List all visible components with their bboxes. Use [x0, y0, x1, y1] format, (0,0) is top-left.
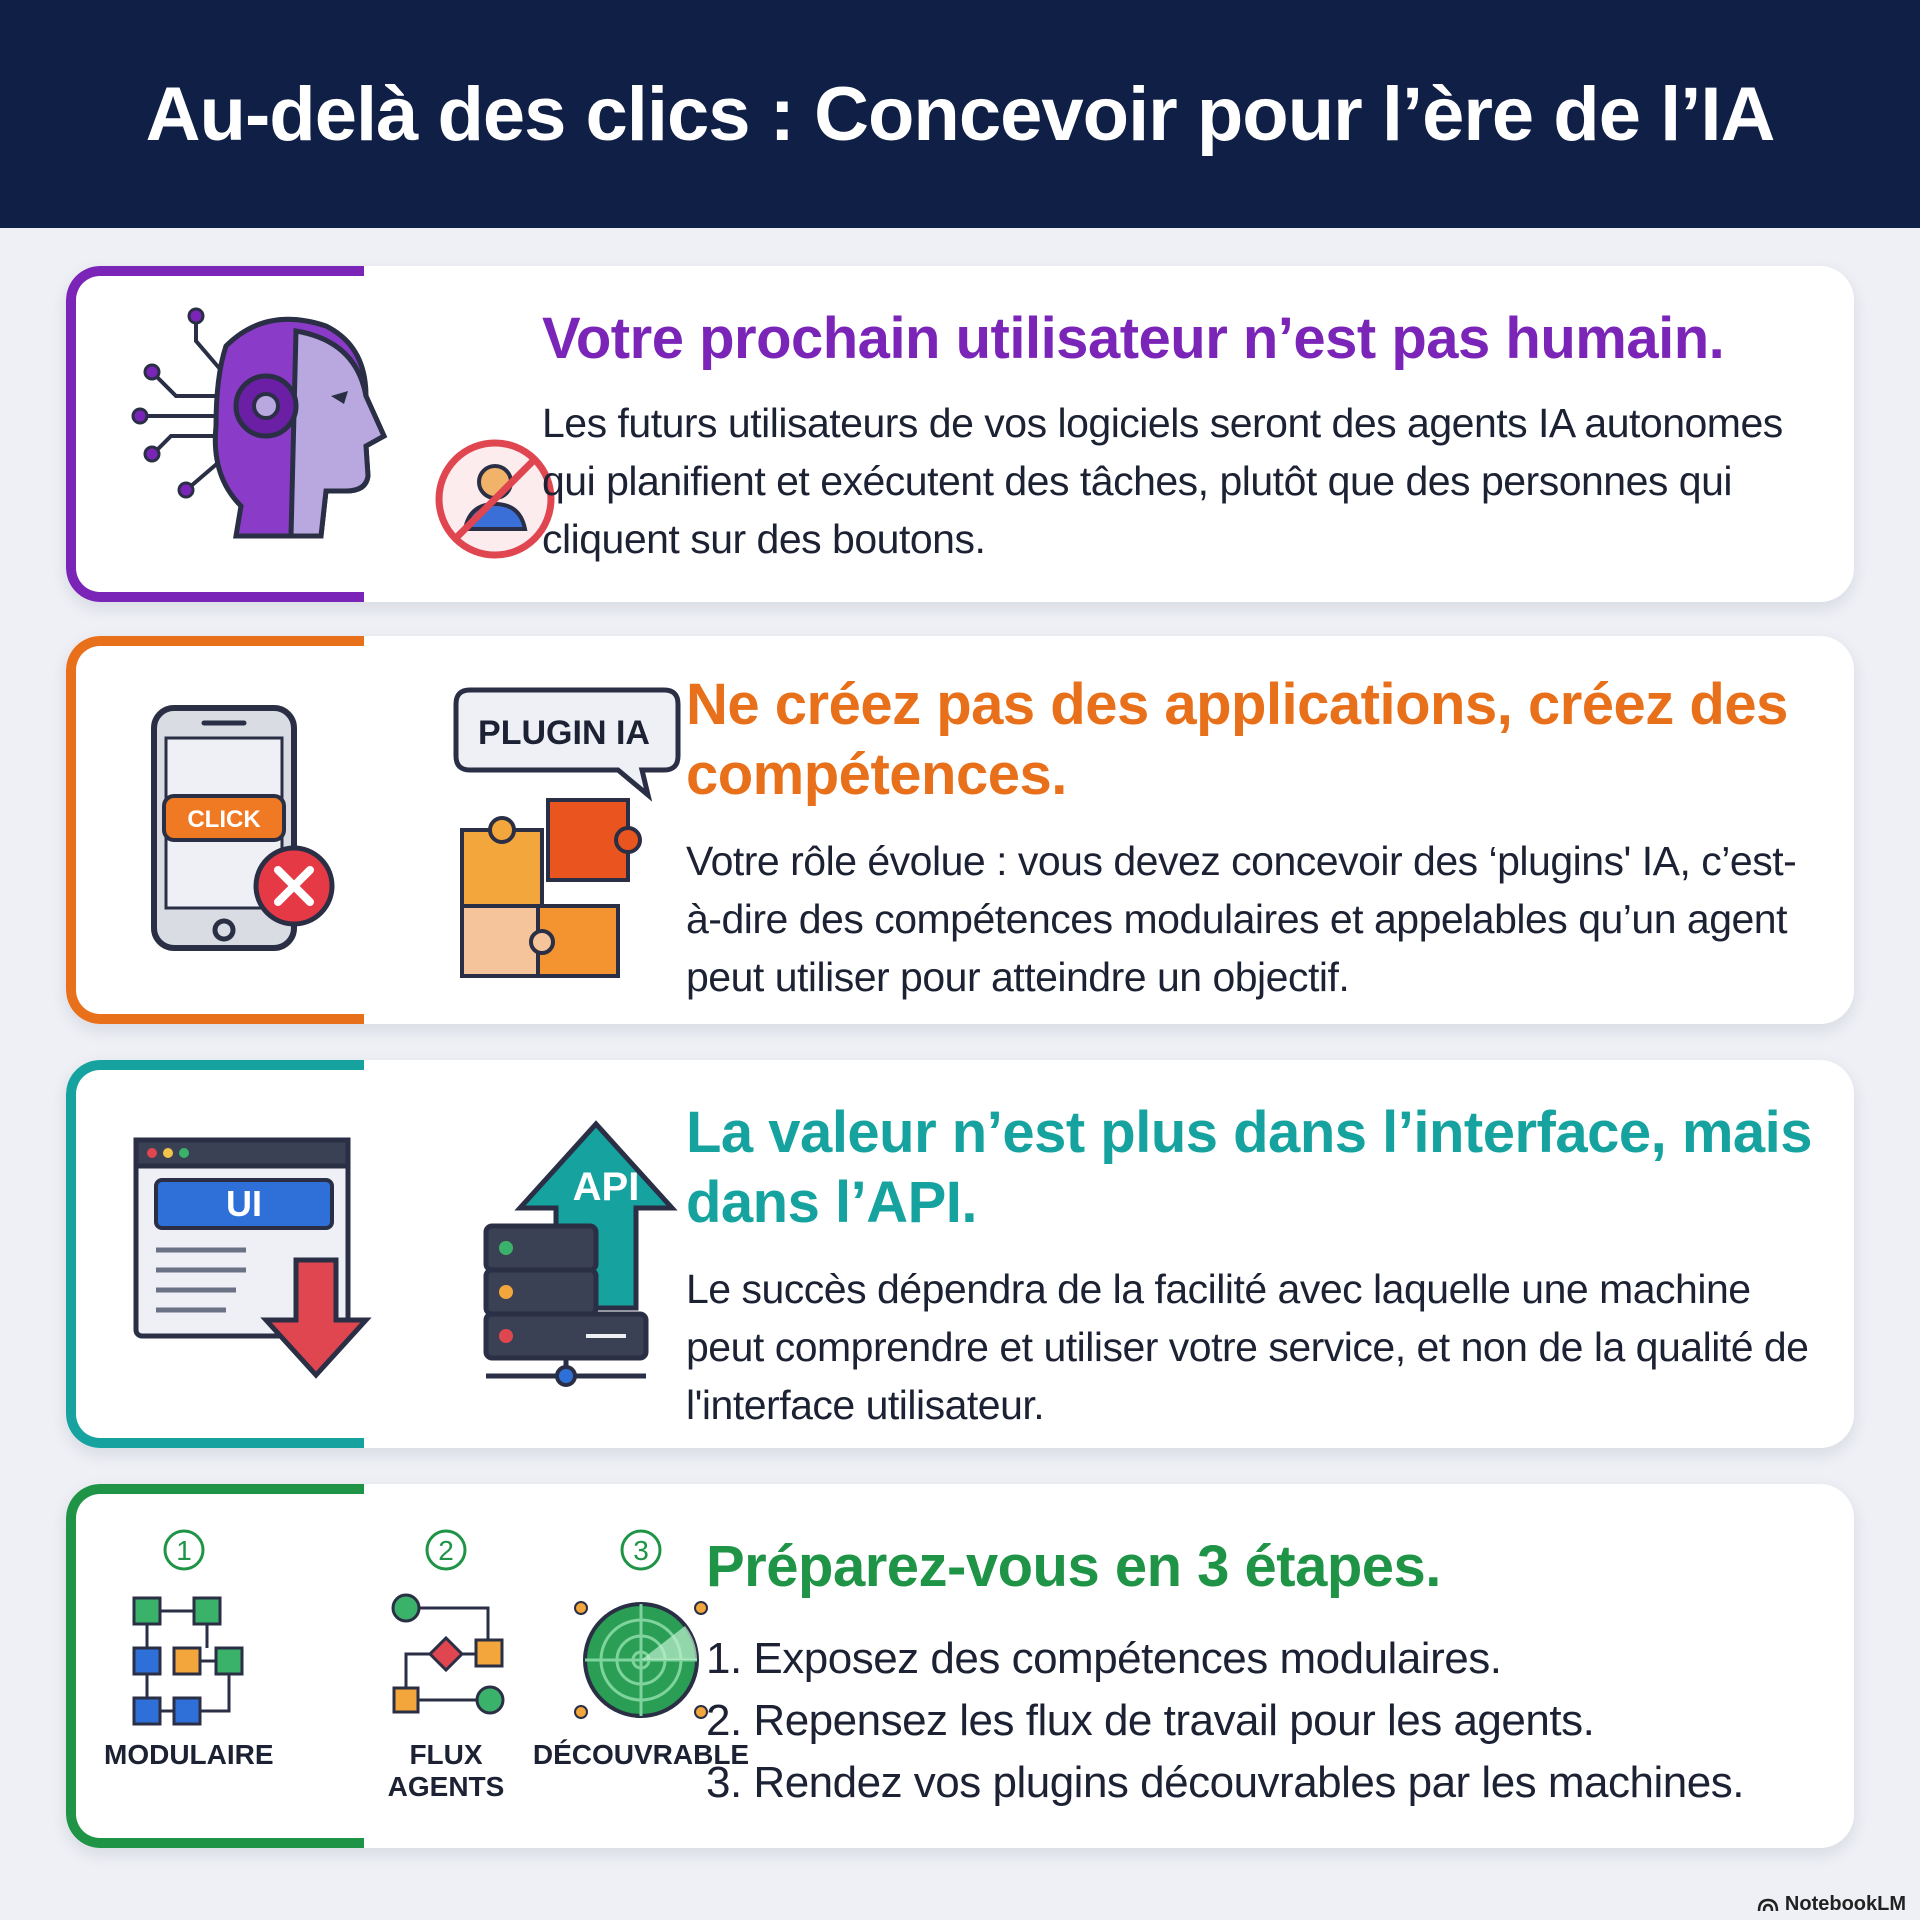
plugin-label: PLUGIN IA — [478, 714, 650, 752]
card-title: Ne créez pas des applications, créez des compétences. — [686, 672, 1788, 807]
step-label-second-line: AGENTS — [387, 1771, 505, 1802]
card-title: La valeur n’est plus dans l’interface, mais dans l’API. — [686, 1100, 1813, 1235]
step-number: 2 — [438, 1535, 454, 1566]
api-up-icon — [476, 1108, 716, 1388]
header-banner — [0, 0, 1920, 228]
card-skills — [66, 636, 1854, 1024]
step-item: 1. Exposez des compétences modulaires. — [706, 1634, 1502, 1683]
phone-click-icon — [144, 698, 344, 968]
card-body: Votre rôle évolue : vous devez concevoir des ‘plugins' IA, c’est-à-dire des compétences modulaires et appelables qu’un agent peut utiliser pour atteindre un objectif. — [686, 838, 1797, 1000]
card-title: Préparez-vous en 3 étapes. — [706, 1534, 1441, 1599]
card-body: Le succès dépendra de la facilité avec laquelle une machine peut comprendre et utiliser votre service, et non de la qualité de l'interface utilisateur. — [686, 1266, 1809, 1428]
notebooklm-logo-icon — [1757, 1897, 1779, 1913]
step-number: 1 — [176, 1535, 192, 1566]
step-item: 2. Repensez les flux de travail pour les agents. — [706, 1696, 1595, 1745]
card-not-human — [66, 266, 1854, 602]
steps-list — [706, 1628, 1814, 1814]
plugin-puzzle-icon — [442, 680, 702, 980]
ui-down-icon — [126, 1130, 386, 1390]
step-number: 3 — [633, 1535, 649, 1566]
card-steps — [66, 1484, 1854, 1848]
card-title: Votre prochain utilisateur n’est pas humain. — [542, 306, 1725, 371]
step-icon-modular — [104, 1528, 274, 1771]
step-item: 3. Rendez vos plugins découvrables par les machines. — [706, 1758, 1744, 1807]
step-label: DÉCOUVRABLE — [532, 1739, 750, 1770]
card-api — [66, 1060, 1854, 1448]
no-human-icon — [430, 434, 560, 564]
click-label: CLICK — [187, 806, 261, 833]
brand-footer — [1757, 1893, 1906, 1916]
card-body: Les futurs utilisateurs de vos logiciels seront des agents IA autonomes qui planifient et exécutent des tâches, plutôt que des personnes qui cliquent sur des boutons. — [542, 400, 1783, 562]
brand-name: NotebookLM — [1784, 1893, 1906, 1915]
ai-head-icon — [116, 286, 416, 586]
step-label: MODULAIRE — [104, 1739, 274, 1770]
page-title: Au-delà des clics : Concevoir pour l’ère de l’IA — [145, 71, 1775, 157]
step-label: FLUX — [409, 1739, 483, 1770]
step-icon-flow — [366, 1528, 526, 1803]
ui-label: UI — [226, 1183, 262, 1224]
api-label: API — [572, 1165, 640, 1209]
